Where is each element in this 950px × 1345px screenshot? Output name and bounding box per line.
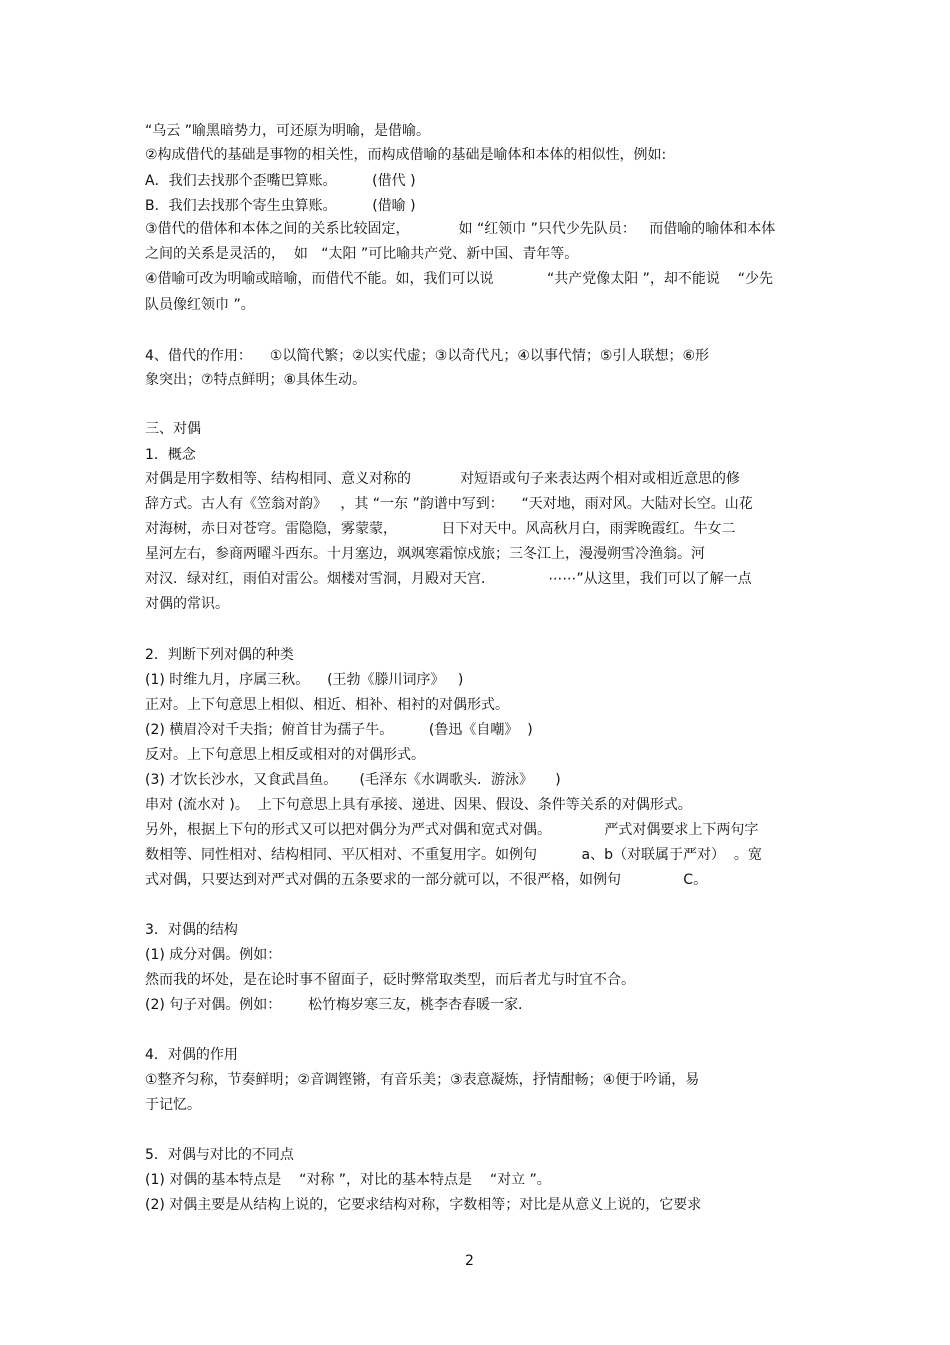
text-line: 正对。上下句意思上相似、相近、相补、相衬的对偶形式。 <box>145 697 509 713</box>
text-line: 反对。上下句意思上相反或相对的对偶形式。 <box>145 747 425 763</box>
text-line: 辞方式。古人有《笠翁对韵》 ，其 “一东 ”韵谱中写到： “天对地，雨对风。大陆对长空。山花 <box>145 496 753 512</box>
text-line: 对偶是用字数相等、结构相同、意义对称的 对短语或句子来表达两个相对或相近意思的修 <box>145 471 740 487</box>
subsection-heading: 2．判断下列对偶的种类 <box>145 647 294 663</box>
text-line: 串对 (流水对 )。 上下句意思上具有承接、递进、因果、假设、条件等关系的对偶形式。 <box>145 797 692 813</box>
subsection-heading: 1．概念 <box>145 447 196 463</box>
text-line: (1) 对偶的基本特点是 “对称 ”，对比的基本特点是 “对立 ”。 <box>145 1172 551 1188</box>
text-line: B．我们去找那个寄生虫算账。 (借喻 ) <box>145 198 416 214</box>
text-line: ②构成借代的基础是事物的相关性，而构成借喻的基础是喻体和本体的相似性，例如: <box>145 147 667 163</box>
text-line: 对偶的常识。 <box>145 596 229 612</box>
section-heading: 三、对偶 <box>145 421 201 437</box>
subsection-heading: 5．对偶与对比的不同点 <box>145 1147 294 1163</box>
page-number: 2 <box>465 1253 474 1269</box>
text-line: 另外，根据上下句的形式又可以把对偶分为严式对偶和宽式对偶。 严式对偶要求上下两句字 <box>145 822 759 838</box>
text-line: ①整齐匀称，节奏鲜明；②音调铿锵，有音乐美；③表意凝炼，抒情酣畅；④便于吟诵，易 <box>145 1072 700 1088</box>
text-line: 对海树，赤日对苍穹。雷隐隐，雾蒙蒙， 日下对天中。风高秋月白，雨霁晚霞红。牛女二 <box>145 521 736 537</box>
text-line: 之间的关系是灵活的， 如 “太阳 ”可比喻共产党、新中国、青年等。 <box>145 246 579 262</box>
text-line: 于记忆。 <box>145 1097 201 1113</box>
text-line: (3) 才饮长沙水，又食武昌鱼。 (毛泽东《水调歌头．游泳》 ) <box>145 772 561 788</box>
text-line: 数相等、同性相对、结构相同、平仄相对、不重复用字。如例句 a、b（对联属于严对） 。宽 <box>145 847 762 863</box>
text-line: (1) 成分对偶。例如： <box>145 947 282 963</box>
text-line: 4、借代的作用： ①以简代繁；②以实代虚；③以奇代凡；④以事代情；⑤引人联想；⑥形 <box>145 348 710 364</box>
text-line: 象突出；⑦特点鲜明；⑧具体生动。 <box>145 372 367 388</box>
text-line: ④借喻可改为明喻或暗喻，而借代不能。如，我们可以说 “共产党像太阳 ”，却不能说 “少先 <box>145 271 773 287</box>
text-line: (1) 时维九月，序属三秋。 (王勃《滕川词序》 ) <box>145 672 464 688</box>
text-line: A．我们去找那个歪嘴巴算账。 (借代 ) <box>145 173 416 189</box>
text-line: (2) 句子对偶。例如： 松竹梅岁寒三友，桃李杏春暖一家. <box>145 997 523 1013</box>
text-line: “乌云 ”喻黑暗势力，可还原为明喻，是借喻。 <box>145 123 430 139</box>
text-line: 对汉．绿对红，雨伯对雷公。烟楼对雪洞，月殿对天宫． ⋯⋯”从这里，我们可以了解一点 <box>145 571 752 587</box>
text-line: (2) 横眉冷对千夫指；俯首甘为孺子牛。 (鲁迅《自嘲》 ) <box>145 722 533 738</box>
text-line: ③借代的借体和本体之间的关系比较固定， 如 “红领巾 ”只代少先队员： 而借喻的喻体和本体 <box>145 221 776 237</box>
text-line: 星河左右，参商两曜斗西东。十月塞边，飒飒寒霜惊戍旅；三冬江上，漫漫朔雪冷渔翁。河 <box>145 546 705 562</box>
text-line: 式对偶，只要达到对严式对偶的五条要求的一部分就可以，不很严格，如例句 C。 <box>145 872 708 888</box>
text-line: (2) 对偶主要是从结构上说的，它要求结构对称，字数相等；对比是从意义上说的，它要求 <box>145 1197 702 1213</box>
subsection-heading: 3．对偶的结构 <box>145 922 238 938</box>
text-line: 然而我的坏处，是在论时事不留面子，砭时弊常取类型，而后者尤与时宜不合。 <box>145 972 635 988</box>
text-line: 队员像红领巾 ”。 <box>145 297 255 313</box>
subsection-heading: 4．对偶的作用 <box>145 1047 238 1063</box>
